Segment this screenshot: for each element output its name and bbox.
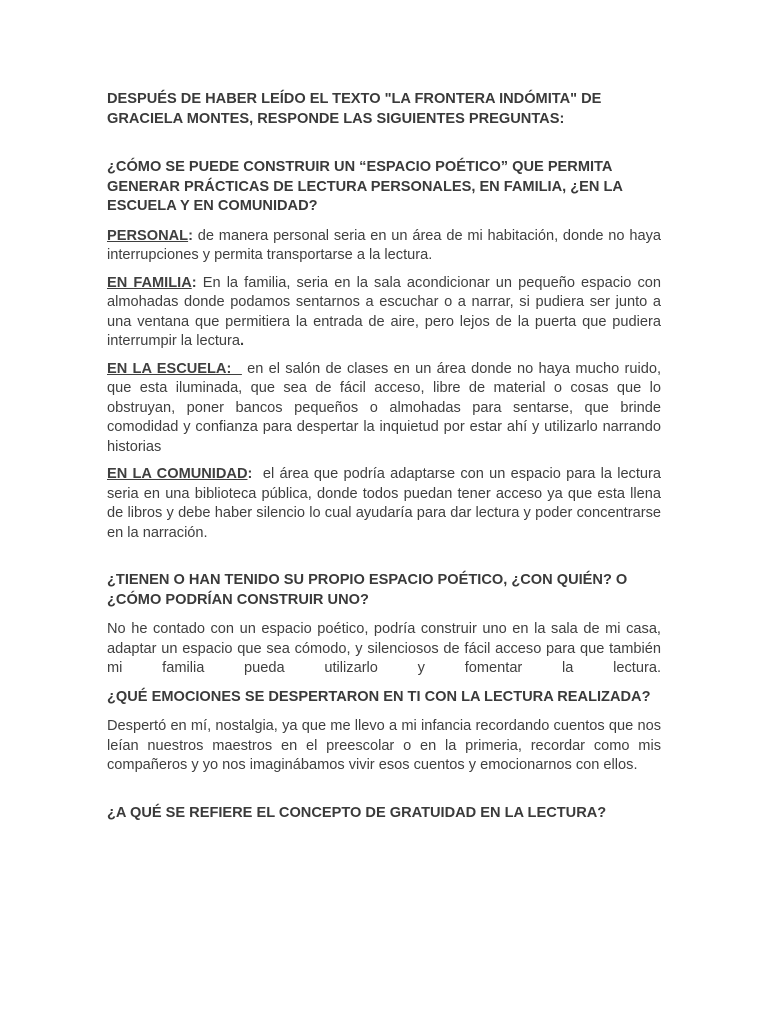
label-colon: : [247,466,253,482]
label-familia: EN FAMILIA [107,274,192,291]
label-colon: : [188,227,193,244]
question-3: ¿QUÉ EMOCIONES SE DESPERTARON EN TI CON LA LECTURA REALIZADA? [107,688,651,705]
question-2: ¿TIENEN O HAN TENIDO SU PROPIO ESPACIO POÉTICO, ¿CON QUIÉN? O ¿CÓMO PODRÍAN CONSTRUIR UNO? [107,572,628,608]
answer-3: Despertó en mí, nostalgia, ya que me llevo a mi infancia recordando cuentos que nos leían nuestros maestros en el preescolar o en la primeria, recordar como mis compañeros y yo nos imaginábamos vivir esos cuentos y emocionarnos con ellos. [107,718,661,773]
label-comunidad: EN LA COMUNIDAD [107,466,248,482]
answer-text: de manera personal seria en un área de mi habitación, donde no haya interrupciones y permita transportarse a la lectura. [107,227,661,263]
label-escuela: EN LA ESCUELA: [107,360,242,377]
question-4: ¿A QUÉ SE REFIERE EL CONCEPTO DE GRATUIDAD EN LA LECTURA? [107,804,607,821]
label-colon: : [191,274,197,291]
answer-2: No he contado con un espacio poético, podría construir uno en la sala de mi casa, adaptar un espacio que sea cómodo, y silenciosos de fácil acceso para que también mi familia pueda utilizarlo y fomentar la lectura. [107,621,661,676]
answer-familia [107,274,661,352]
document-title: DESPUÉS DE HABER LEÍDO EL TEXTO "LA FRONTERA INDÓMITA" DE GRACIELA MONTES, RESPONDE LAS SIGUIENTES PREGUNTAS: [107,91,602,127]
answer-period: . [240,333,245,349]
answer-comunidad [107,465,666,543]
answer-text: En la familia, seria en la sala acondicionar un pequeño espacio con almohadas donde podamos sentarnos a escuchar o a narrar, si pudiera ser junto a una ventana que permitiera la entrada de aire, pero lejos de la puerta que pudiera interrumpir la lectura [107,274,661,349]
answer-escuela [107,360,661,458]
document-page [107,90,666,823]
answer-text: en el salón de clases en un área donde no haya mucho ruido, que esta iluminada, que sea de fácil acceso, libre de material o cosas que lo obstruyan, poner bancos pequeños o almohadas para sentarse, que brinde comodidad y confianza para despertar la inquietud por estar ahí y utilizarlo narrando historias [107,360,662,455]
question-1: ¿CÓMO SE PUEDE CONSTRUIR UN “ESPACIO POÉTICO” QUE PERMITA GENERAR PRÁCTICAS DE LECTURA PERSONALES, EN FAMILIA, ¿EN LA ESCUELA Y EN COMUNIDAD? [107,159,623,214]
answer-personal [107,227,661,266]
answer-text: el área que podría adaptarse con un espacio para la lectura seria en una biblioteca pública, donde todos puedan tener acceso ya que esta llena de libros y debe haber silencio lo cual ayudaría para dar lectura y poder concentrarse en la narración. [107,466,666,541]
label-personal: PERSONAL [107,227,189,244]
